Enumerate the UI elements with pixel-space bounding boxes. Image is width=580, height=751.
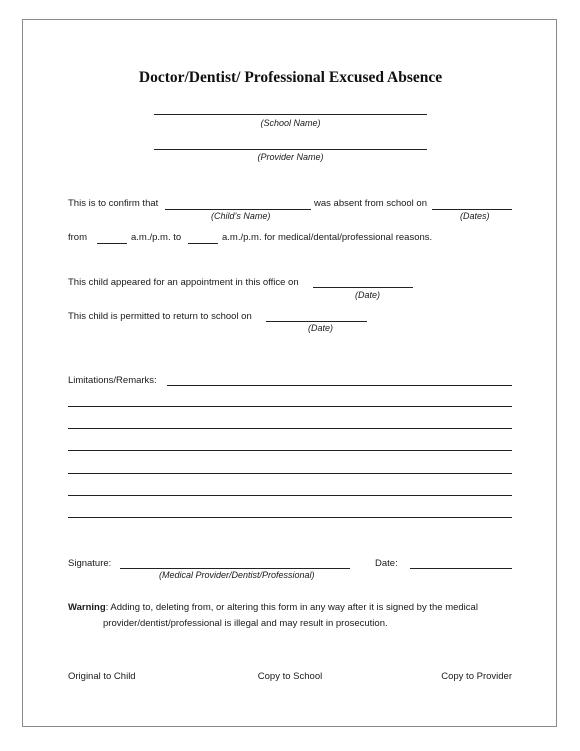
form-title: Doctor/Dentist/ Professional Excused Absence xyxy=(138,69,443,86)
form-page xyxy=(22,19,557,727)
school-name-line[interactable] xyxy=(154,114,427,115)
footer-copy-to-school: Copy to School xyxy=(257,671,323,682)
provider-name-line[interactable] xyxy=(154,149,427,150)
to-time-line[interactable] xyxy=(188,243,218,244)
warning-label: Warning xyxy=(68,602,106,613)
signature-label: Signature: xyxy=(68,558,112,569)
remarks-line-5[interactable] xyxy=(68,473,512,474)
signature-date-line[interactable] xyxy=(410,568,512,569)
return-text: This child is permitted to return to school on xyxy=(68,311,252,322)
child-name-caption: (Child’s Name) xyxy=(211,211,271,221)
warning-line-2: provider/dentist/professional is illegal and may result in prosecution. xyxy=(103,618,388,629)
appointment-date-line[interactable] xyxy=(313,287,413,288)
remarks-line-7[interactable] xyxy=(68,517,512,518)
dates-caption: (Dates) xyxy=(460,211,490,221)
from-label: from xyxy=(68,232,87,243)
ampm-for-label: a.m./p.m. for medical/dental/professional reasons. xyxy=(222,232,433,243)
remarks-line-3[interactable] xyxy=(68,428,512,429)
date-label: Date: xyxy=(375,558,398,569)
remarks-line-2[interactable] xyxy=(68,406,512,407)
appointment-date-caption: (Date) xyxy=(355,290,381,300)
dates-line[interactable] xyxy=(432,209,512,210)
footer-copy-to-provider: Copy to Provider xyxy=(441,671,512,682)
from-time-line[interactable] xyxy=(97,243,127,244)
signature-caption: (Medical Provider/Dentist/Professional) xyxy=(159,570,315,580)
footer-original-to-child: Original to Child xyxy=(68,671,136,682)
confirm-prefix: This is to confirm that xyxy=(68,198,159,209)
signature-line[interactable] xyxy=(120,568,350,569)
limitations-label: Limitations/Remarks: xyxy=(68,375,157,386)
appointment-text: This child appeared for an appointment in this office on xyxy=(68,277,299,288)
warning-notice xyxy=(68,600,508,632)
warning-line-1: : Adding to, deleting from, or altering this form in any way after it is signed by the medical xyxy=(105,602,478,613)
child-name-line[interactable] xyxy=(165,209,311,210)
provider-name-caption: (Provider Name) xyxy=(257,152,324,162)
remarks-line-6[interactable] xyxy=(68,495,512,496)
remarks-line-1[interactable] xyxy=(167,385,512,386)
return-date-caption: (Date) xyxy=(308,323,334,333)
remarks-line-4[interactable] xyxy=(68,450,512,451)
confirm-middle: was absent from school on xyxy=(314,198,428,209)
ampm-to-label: a.m./p.m. to xyxy=(131,232,182,243)
return-date-line[interactable] xyxy=(266,321,367,322)
school-name-caption: (School Name) xyxy=(260,118,321,128)
